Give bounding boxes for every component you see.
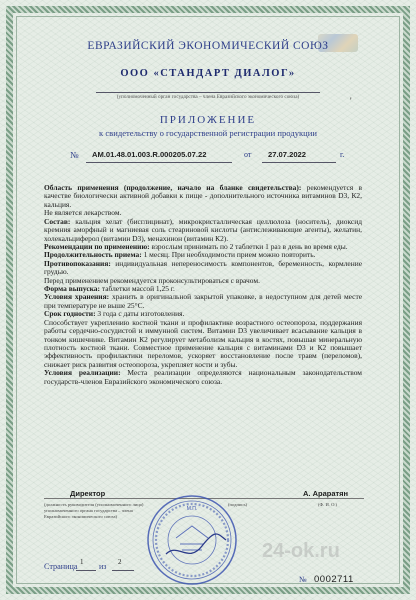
sale-label: Условия реализации: bbox=[44, 368, 121, 378]
page-number-underline bbox=[76, 570, 96, 571]
usage-text: взрослым принимать по 2 таблетки 1 раз в день во время еды. bbox=[151, 241, 348, 251]
signature-caption: (подпись) bbox=[228, 502, 248, 507]
issuer-heading: ЕВРАЗИЙСКИЙ ЭКОНОМИЧЕСКИЙ СОЮЗ bbox=[87, 40, 329, 52]
scope-text: рекомендуется в качестве биологически активной добавки к пище - дополнительного источника витаминов D3, К2, кальция. bbox=[44, 183, 362, 209]
number-underline bbox=[86, 162, 232, 163]
usage-label: Рекомендации по применению: bbox=[44, 241, 150, 251]
certificate-number: AM.01.48.01.003.R.000205.07.22 bbox=[92, 150, 207, 159]
document-subtitle: к свидетельству о государственной регистрации продукции bbox=[99, 128, 317, 138]
duration-label: Продолжительность приема: bbox=[44, 250, 142, 260]
serial-label: № bbox=[299, 575, 307, 584]
page-of-label: из bbox=[99, 562, 107, 571]
document-title: ПРИЛОЖЕНИЕ bbox=[159, 114, 257, 126]
corner-mark: ' bbox=[350, 96, 352, 106]
position-caption: (должность руководителя (уполномоченного лица) уполномоченного органа государства – члена Евразийского экономического союза) bbox=[44, 502, 144, 519]
shelf-life-text: 3 года с даты изготовления. bbox=[97, 309, 185, 319]
name-caption: (Ф. И. О.) bbox=[318, 502, 338, 507]
issuer-note: (уполномоченный орган государства – члена Евразийского экономического союза) bbox=[116, 94, 300, 100]
official-seal-stamp bbox=[146, 494, 238, 586]
page-number: 1 bbox=[80, 558, 84, 566]
organization-underline bbox=[96, 92, 320, 93]
watermark: 24-ok.ru bbox=[262, 540, 340, 562]
storage-text: хранить в оригинальной закрытой упаковке, в недоступном для детей месте при температуре не выше 25°С. bbox=[44, 292, 363, 310]
document-body bbox=[44, 184, 362, 386]
scope-paragraph bbox=[44, 184, 362, 209]
form-label: Форма выпуска: bbox=[44, 284, 100, 294]
storage-label: Условия хранения: bbox=[44, 292, 110, 302]
signer-position: Директор bbox=[70, 489, 106, 498]
shelf-life-label: Срок годности: bbox=[44, 309, 96, 319]
sale-paragraph bbox=[44, 369, 362, 386]
page-total-underline bbox=[112, 570, 134, 571]
consult-text: Перед применением рекомендуется проконсультироваться с врачом. bbox=[44, 275, 260, 285]
storage-paragraph bbox=[44, 293, 362, 310]
date-from-label: от bbox=[244, 150, 252, 159]
scope-label: Область применения (продолжение, начало на бланке свидетельства): bbox=[44, 183, 302, 192]
seal-caption: М.П. bbox=[186, 506, 198, 512]
duration-text: 1 месяц. При необходимости прием можно повторить. bbox=[143, 250, 316, 260]
certificate-date: 27.07.2022 bbox=[268, 150, 307, 159]
page-total: 2 bbox=[118, 558, 122, 566]
composition-text: кальция хелат (бисглицинат), микрокристаллическая целлюлоза (носитель), диоксид кремния аморфный и магниевая соль стеариновой кислоты (антислеживающие агенты), желатин, холекальциферол (витамин D3), менахинон (витамин К2). bbox=[44, 216, 363, 243]
date-underline bbox=[262, 162, 336, 163]
contraindications-text: индивидуальная непереносимость компонентов, беременность, кормление грудью. bbox=[44, 258, 362, 277]
signer-name: А. Араратян bbox=[303, 489, 349, 498]
sale-text: Места реализации определяются национальным законодательством государств-членов Евразийского экономического союза. bbox=[44, 368, 362, 386]
serial-number: 0002711 bbox=[314, 574, 354, 585]
contraindications-label: Противопоказания: bbox=[44, 258, 111, 268]
composition-paragraph bbox=[44, 218, 362, 243]
page-label: Страница bbox=[44, 562, 78, 571]
year-label: г. bbox=[340, 150, 345, 159]
contraindications-paragraph bbox=[44, 260, 362, 277]
form-text: таблетки массой 1,25 г. bbox=[101, 284, 175, 294]
organization-name: ООО «СТАНДАРТ ДИАЛОГ» bbox=[120, 68, 296, 79]
composition-label: Состав: bbox=[44, 216, 71, 226]
not-medicine-text: Не является лекарством. bbox=[44, 208, 122, 218]
number-label: № bbox=[70, 150, 79, 160]
description-paragraph: Способствует укреплению костной ткани и профилактике возрастного остеопороза, поддержания работы сердечно-сосудистой и иммунной систем. Витамин D3 увеличивает всасывание кальция в тонком кишечнике. Витамин К2 регулирует метаболизм кальция в костях, повышая минеральную плотность костной ткани. Совместное применение кальция с витаминами D3 и К2 повышает эффективность профилактики переломов, ускоряет восстановление после травм (переломов), снижает риск развития остеопороза, укрепляет кости и зубы. bbox=[44, 317, 362, 369]
